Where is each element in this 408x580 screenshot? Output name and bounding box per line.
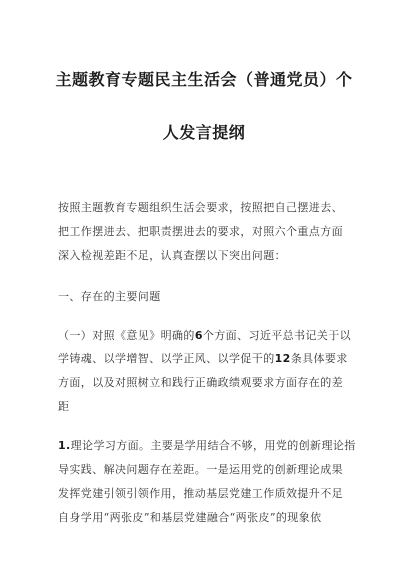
- subsection-number-6: 6: [194, 329, 203, 342]
- subsection-line-3: 方面，以及对照树立和践行正确政绩观要求方面存在的差: [58, 376, 343, 389]
- subsection-number-12: 12: [274, 352, 291, 365]
- subsection-line-1-a: （一）对照《意见》明确的: [58, 329, 195, 342]
- item-line-4: 自身学用“两张皮”和基层党建融合“两张皮”的现象依: [58, 511, 322, 524]
- intro-line-3: 深入检视差距不足，认真查摆以下突出问题：: [58, 249, 286, 262]
- item-line-1-text: 理论学习方面。主要是学用结合不够，用党的创新理论指: [70, 439, 356, 452]
- item-line-2: 导实践、解决问题存在差距。一是运用党的创新理论成果: [58, 463, 343, 476]
- item-line-3: 发挥党建引领引领作用，推动基层党建工作质效提升不足: [58, 487, 343, 500]
- section-heading: 一、存在的主要问题: [58, 290, 161, 303]
- item-number: 1.: [58, 439, 71, 452]
- intro-line-2: 把工作摆进去、把职责摆进去的要求，对照六个重点方面: [58, 225, 343, 238]
- document-title-line-2: 人发言提纲: [162, 123, 246, 142]
- subsection-line-1: [58, 329, 351, 343]
- subsection-line-2-b: 条具体要求: [290, 352, 348, 365]
- subsection-line-1-b: 个方面、习近平总书记关于以: [202, 329, 352, 342]
- document-title-line-1: 主题教育专题民主生活会（普通党员）个: [55, 70, 353, 89]
- intro-line-1: 按照主题教育专题组织生活会要求，按照把自己摆进去、: [58, 201, 343, 214]
- subsection-line-4: 距: [58, 400, 70, 413]
- subsection-line-2: [58, 352, 348, 366]
- item-line-1: [58, 439, 356, 453]
- subsection-line-2-a: 学铸魂、以学增智、以学正风、以学促干的: [58, 352, 275, 365]
